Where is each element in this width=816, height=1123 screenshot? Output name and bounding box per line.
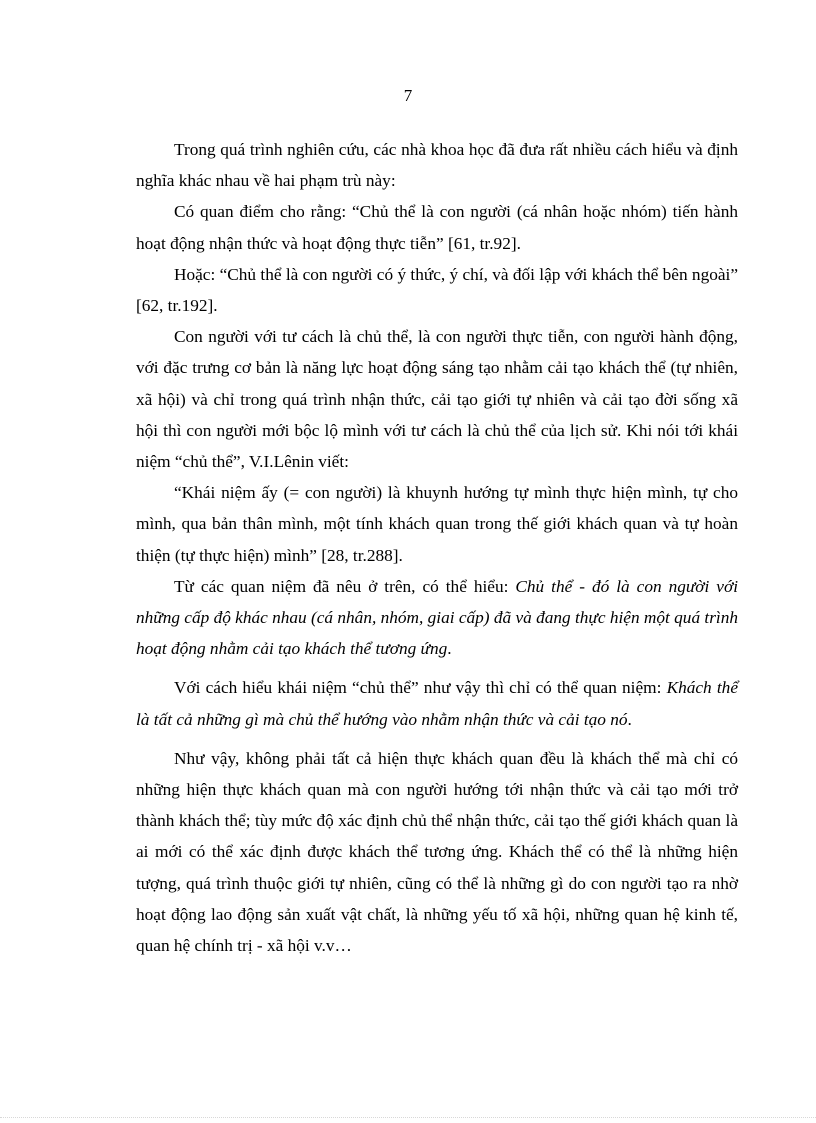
paragraph-text: Có quan điểm cho rằng: “Chủ thể là con người (cá nhân hoặc nhóm) tiến hành hoạt động nhận thức và hoạt động thực tiễn” [61, tr.92]. xyxy=(136,202,738,253)
paragraph-text: Với cách hiểu khái niệm “chủ thể” như vậy thì chỉ có thể quan niệm: xyxy=(174,678,667,698)
paragraph xyxy=(136,672,738,734)
document-body xyxy=(136,134,738,961)
page-bottom-divider xyxy=(0,1117,816,1118)
paragraph xyxy=(136,321,738,477)
paragraph-text: “Khái niệm ấy (= con người) là khuynh hướng tự mình thực hiện mình, tự cho mình, qua bản thân mình, một tính khách quan trong thế giới khách quan và tự hoàn thiện (tự thực hiện) mình” [28, tr.288]. xyxy=(136,483,738,565)
paragraph xyxy=(136,571,738,665)
paragraph xyxy=(136,134,738,196)
quotation-paragraph xyxy=(136,477,738,571)
paragraph-text: Như vậy, không phải tất cả hiện thực khách quan đều là khách thể mà chỉ có những hiện thực khách quan mà con người hướng tới nhận thức và cải tạo mới trở thành khách thể; tùy mức độ xác định chủ thể nhận thức, cải tạo thế giới khách quan là ai mới có thể xác định được khách thể tương ứng. Khách thể có thể là những hiện tượng, quá trình thuộc giới tự nhiên, cũng có thể là những gì do con người tạo ra nhờ hoạt động lao động sản xuất vật chất, là những yếu tố xã hội, những quan hệ kinh tế, quan hệ chính trị - xã hội v.v… xyxy=(136,748,738,956)
paragraph-text: Trong quá trình nghiên cứu, các nhà khoa học đã đưa rất nhiều cách hiểu và định nghĩa khác nhau về hai phạm trù này: xyxy=(136,140,738,191)
paragraph-end: . xyxy=(627,709,632,729)
paragraph-text: Từ các quan niệm đã nêu ở trên, có thể hiểu: xyxy=(174,576,516,596)
paragraph xyxy=(136,196,738,258)
definition-italic: Khách thể là tất cả những gì mà chủ thể hướng vào nhằm nhận thức và cải tạo nó xyxy=(136,678,738,729)
paragraph-text: Hoặc: “Chủ thể là con người có ý thức, ý chí, và đối lập với khách thể bên ngoài” [62, tr.192]. xyxy=(136,264,738,316)
paragraph-text: Con người với tư cách là chủ thể, là con người thực tiễn, con người hành động, với đặc trưng cơ bản là năng lực hoạt động sáng tạo nhằm cải tạo khách thể (tự nhiên, xã hội) và chỉ trong quá trình nhận thức, cải tạo giới tự nhiên và cải tạo đời sống xã hội thì con người mới bộc lộ mình với tư cách là chủ thể của lịch sử. Khi nói tới khái niệm “chủ thể”, V.I.Lênin viết: xyxy=(136,327,738,472)
definition-italic: Chủ thể - đó là con người với những cấp độ khác nhau (cá nhân, nhóm, giai cấp) đã và đang thực hiện một quá trình hoạt động nhằm cải tạo khách thể tương ứng xyxy=(136,576,739,659)
page-number: 7 xyxy=(403,86,413,105)
paragraph-end: . xyxy=(447,639,452,659)
paragraph xyxy=(136,259,738,321)
paragraph xyxy=(136,743,738,961)
